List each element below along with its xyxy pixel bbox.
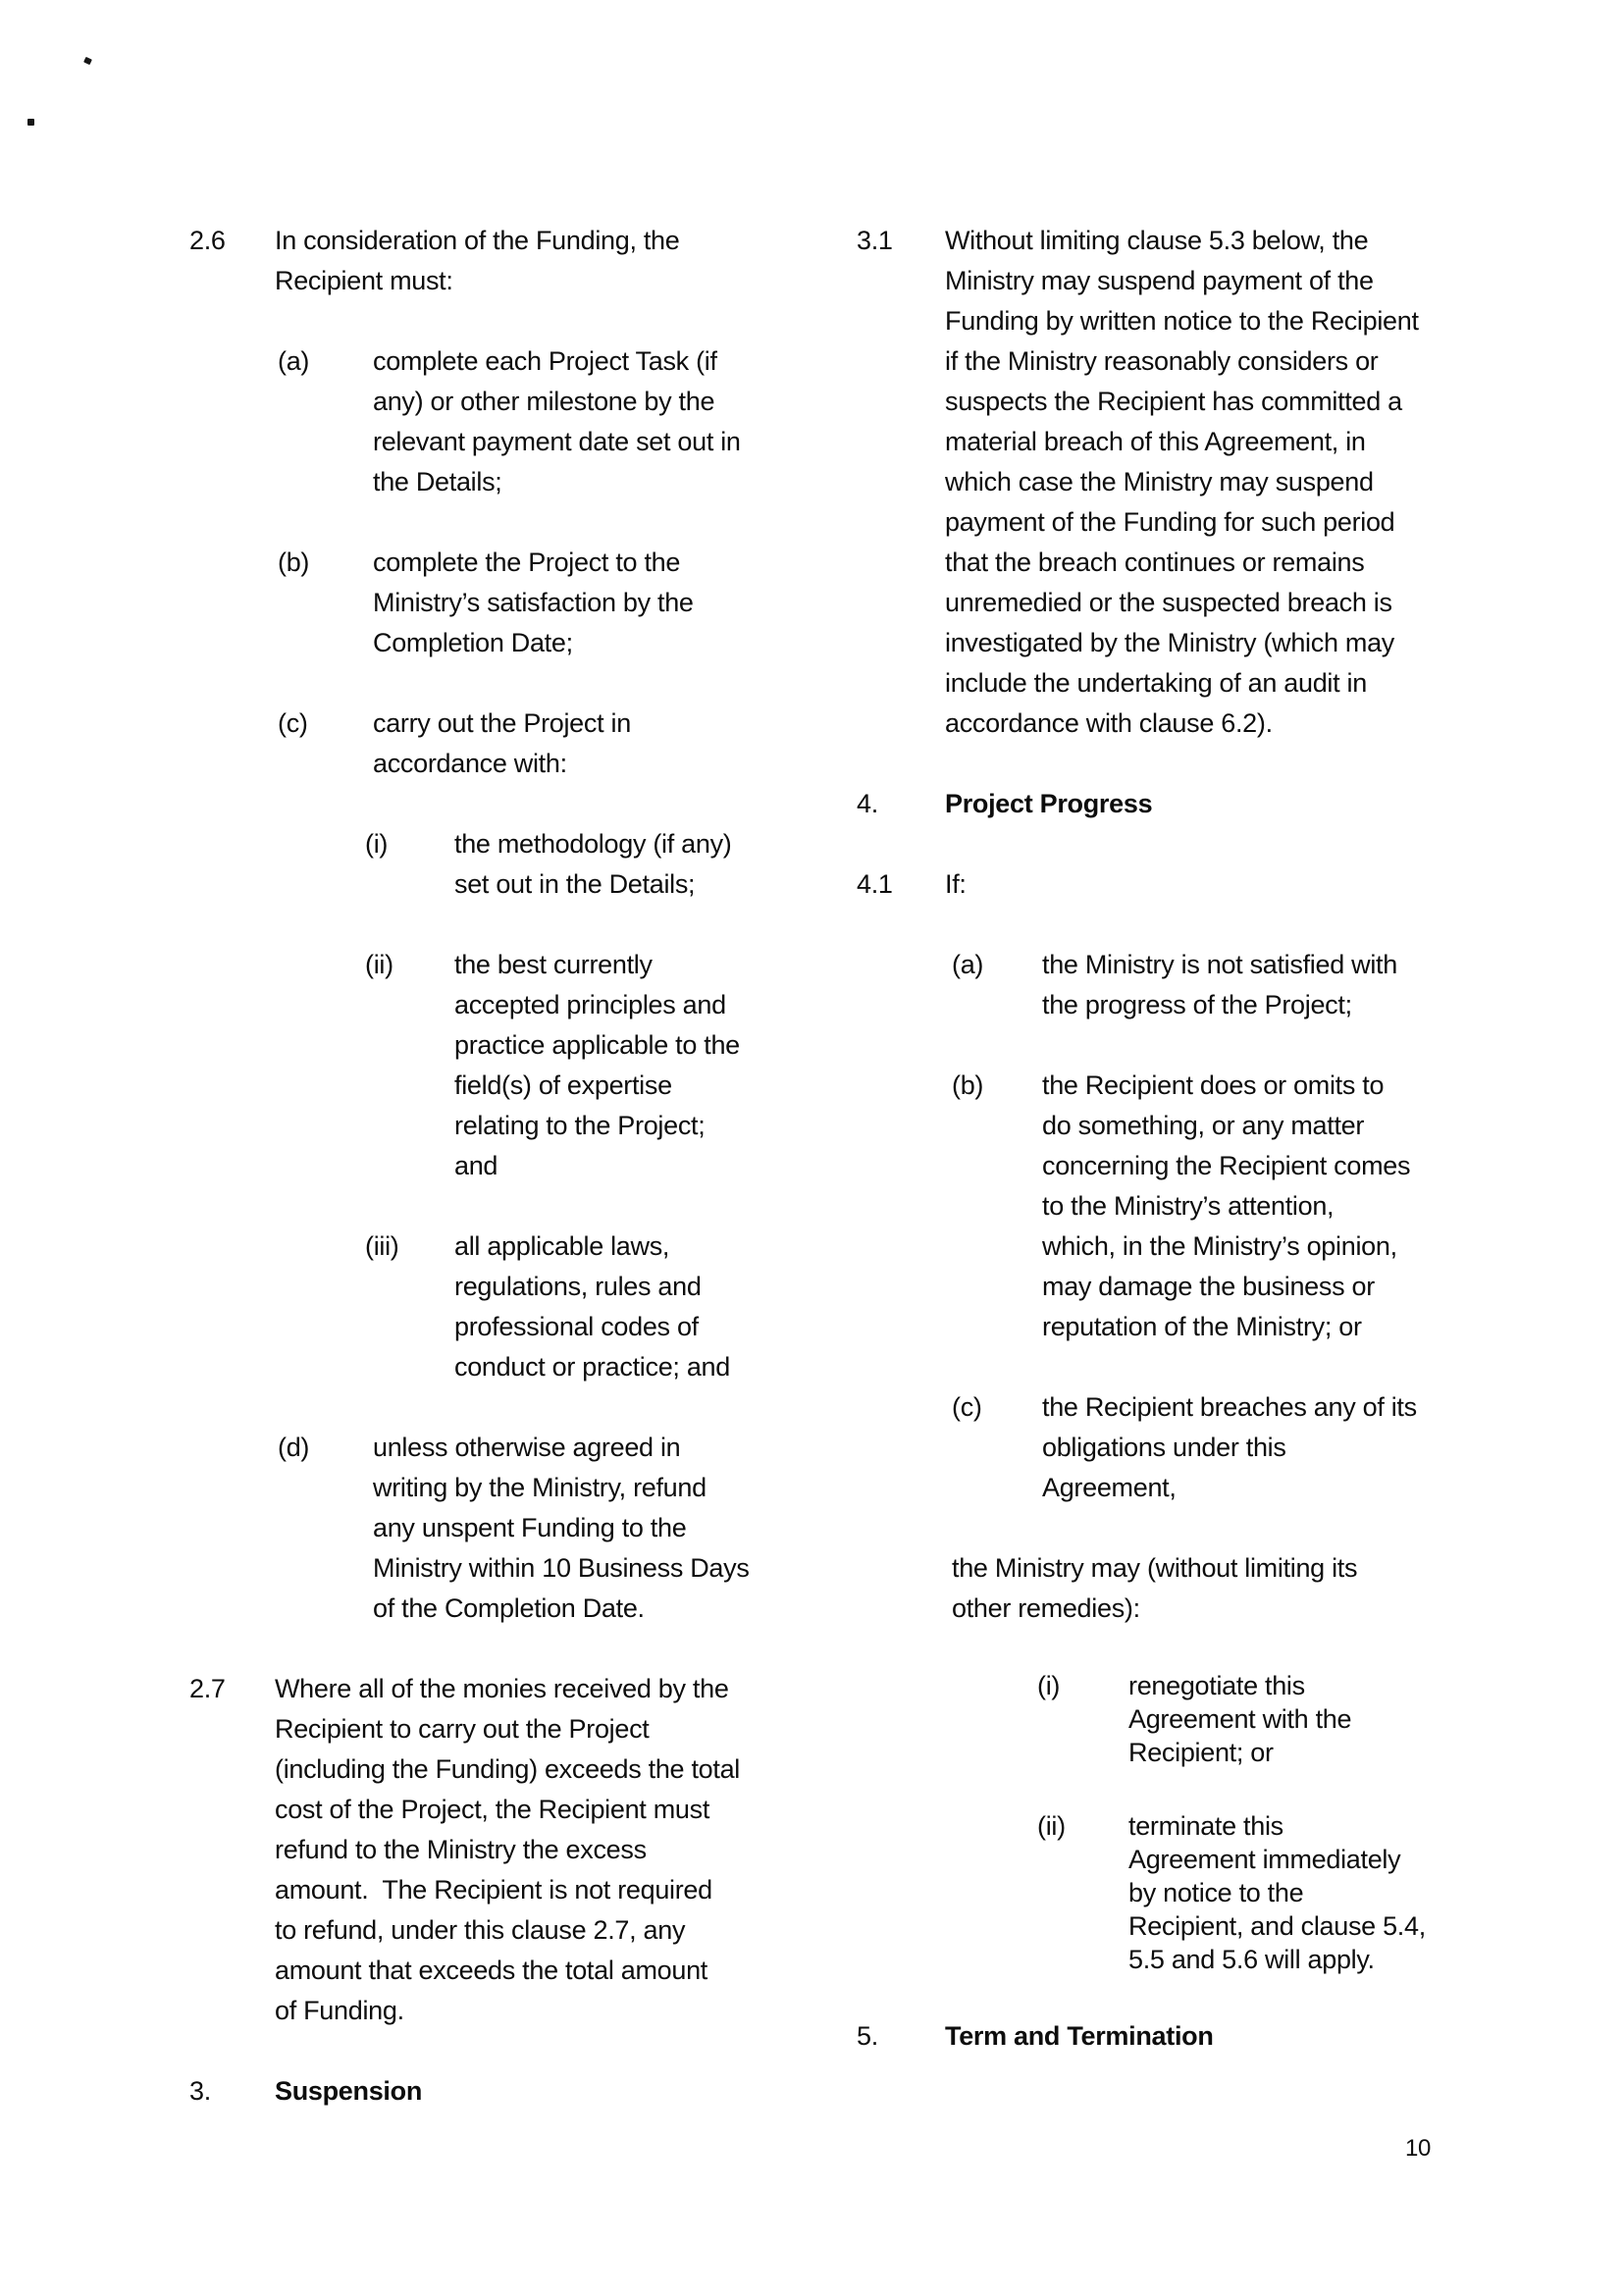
scan-speck-1 [83,57,92,65]
text-line: conduct or practice; and [454,1352,730,1382]
clause-number: 2.6 [189,226,226,255]
paragraph-lines [373,1428,837,1629]
paragraph-lines [952,1548,1465,1629]
text-line: of the Completion Date. [373,1593,645,1623]
text-line: the Ministry may (without limiting its [952,1553,1358,1583]
text-line: that the breach continues or remains [945,548,1365,577]
clause-2.7 [189,1669,837,2031]
paragraph-lines [1042,1387,1465,1508]
text-line: if the Ministry reasonably considers or [945,346,1379,376]
paragraph-lines [275,1669,837,2031]
clause-number: 3. [189,2076,211,2106]
text-line: cost of the Project, the Recipient must [275,1795,710,1824]
paragraph-lines [1042,945,1465,1025]
text-line: of Funding. [275,1996,404,2025]
text-line: set out in the Details; [454,869,696,899]
clause-number: 5. [857,2021,878,2051]
text-line: writing by the Ministry, refund [373,1473,707,1502]
text-line: investigated by the Ministry (which may [945,628,1394,657]
text-line: (including the Funding) exceeds the total [275,1754,741,1784]
text-line: accordance with: [373,749,567,778]
paragraph-lines [373,341,837,502]
continuation-paragraph [952,1548,1465,1629]
text-line: refund to the Ministry the excess [275,1835,647,1864]
text-line: reputation of the Ministry; or [1042,1312,1362,1341]
paragraph-lines [945,784,1465,824]
clause-3.1 [857,221,1465,744]
text-line: and [454,1151,498,1180]
paragraph-lines [454,945,837,1186]
text-line: unremedied or the suspected breach is [945,588,1392,617]
paragraph-lines [373,543,837,663]
scan-speck-2 [27,119,34,126]
text-line: the best currently [454,950,653,979]
item-marker: (i) [1037,1671,1061,1700]
item-marker: (a) [952,950,984,979]
left-column [189,221,837,2112]
text-line: suspects the Recipient has committed a [945,387,1402,416]
item-marker: (ii) [365,950,393,979]
text-line: concerning the Recipient comes [1042,1151,1411,1180]
item-marker: (i) [365,829,389,859]
text-line: Project Progress [945,789,1153,818]
text-line: Completion Date; [373,628,573,657]
text-line: accordance with clause 6.2). [945,708,1273,738]
item-marker: (d) [278,1433,310,1462]
text-line: 5.5 and 5.6 will apply. [1128,1945,1375,1974]
list-item-a [278,341,837,502]
paragraph-lines [454,824,837,905]
text-line: obligations under this [1042,1433,1286,1462]
text-line: Ministry within 10 Business Days [373,1553,750,1583]
paragraph-lines [373,704,837,784]
text-line: all applicable laws, [454,1231,670,1261]
text-line: renegotiate this [1128,1671,1305,1700]
text-line: any unspent Funding to the [373,1513,687,1542]
item-marker: (a) [278,346,310,376]
clause-number: 4. [857,789,878,818]
list-item-b [952,1066,1465,1347]
list-item-i [1037,1669,1465,1769]
paragraph-lines [945,864,1465,905]
text-line: In consideration of the Funding, the [275,226,680,255]
text-line: Agreement with the [1128,1704,1352,1734]
list-item-b [278,543,837,663]
list-item-i [365,824,837,905]
heading-5 [857,2016,1465,2057]
paragraph-lines [1042,1066,1465,1347]
text-line: to the Ministry’s attention, [1042,1191,1335,1221]
text-line: Suspension [275,2076,423,2106]
text-line: Ministry may suspend payment of the [945,266,1374,295]
list-item-d [278,1428,837,1629]
text-line: Ministry’s satisfaction by the [373,588,694,617]
text-line: amount. The Recipient is not required [275,1875,712,1905]
text-line: other remedies): [952,1593,1140,1623]
clause-number: 3.1 [857,226,893,255]
item-marker: (b) [952,1070,984,1100]
text-line: terminate this [1128,1811,1283,1841]
clause-2.6 [189,221,837,301]
text-line: practice applicable to the [454,1030,740,1060]
text-line: complete the Project to the [373,548,681,577]
clause-4.1 [857,864,1465,905]
text-line: relevant payment date set out in [373,427,741,456]
clause-number: 4.1 [857,869,893,899]
clause-number: 2.7 [189,1674,226,1703]
list-item-c [952,1387,1465,1508]
text-line: unless otherwise agreed in [373,1433,681,1462]
list-item-a [952,945,1465,1025]
heading-4 [857,784,1465,824]
paragraph-lines [454,1226,837,1387]
right-column [857,221,1465,2057]
heading-3 [189,2071,837,2112]
paragraph-lines [1128,1809,1465,1976]
text-line: do something, or any matter [1042,1111,1365,1140]
text-line: to refund, under this clause 2.7, any [275,1915,686,1945]
text-line: Agreement, [1042,1473,1177,1502]
text-line: payment of the Funding for such period [945,507,1395,537]
item-marker: (ii) [1037,1811,1066,1841]
text-line: the Recipient breaches any of its [1042,1392,1417,1422]
page-number: 10 [1405,2135,1432,2162]
text-line: regulations, rules and [454,1272,702,1301]
text-line: relating to the Project; [454,1111,706,1140]
paragraph-lines [945,221,1465,744]
paragraph-lines [945,2016,1465,2057]
text-line: Funding by written notice to the Recipient [945,306,1419,336]
paragraph-lines [275,221,837,301]
text-line: the methodology (if any) [454,829,732,859]
text-line: accepted principles and [454,990,726,1019]
text-line: which, in the Ministry’s opinion, [1042,1231,1397,1261]
text-line: field(s) of expertise [454,1070,672,1100]
text-line: Without limiting clause 5.3 below, the [945,226,1369,255]
list-item-ii [1037,1809,1465,1976]
text-line: the Ministry is not satisfied with [1042,950,1397,979]
list-item-ii [365,945,837,1186]
text-line: complete each Project Task (if [373,346,717,376]
text-line: the Details; [373,467,502,496]
item-marker: (c) [952,1392,982,1422]
item-marker: (b) [278,548,310,577]
paragraph-lines [1128,1669,1465,1769]
text-line: carry out the Project in [373,708,631,738]
list-item-c [278,704,837,784]
text-line: Recipient, and clause 5.4, [1128,1911,1426,1941]
text-line: professional codes of [454,1312,699,1341]
text-line: which case the Ministry may suspend [945,467,1374,496]
text-line: the progress of the Project; [1042,990,1352,1019]
text-line: Agreement immediately [1128,1845,1401,1874]
text-line: Recipient; or [1128,1738,1274,1767]
item-marker: (iii) [365,1231,399,1261]
text-line: may damage the business or [1042,1272,1375,1301]
paragraph-lines [275,2071,837,2112]
list-item-iii [365,1226,837,1387]
text-line: Term and Termination [945,2021,1214,2051]
text-line: any) or other milestone by the [373,387,715,416]
text-line: If: [945,869,967,899]
item-marker: (c) [278,708,308,738]
text-line: include the undertaking of an audit in [945,668,1367,698]
text-line: amount that exceeds the total amount [275,1956,707,1985]
text-line: the Recipient does or omits to [1042,1070,1385,1100]
text-line: Where all of the monies received by the [275,1674,729,1703]
text-line: Recipient must: [275,266,453,295]
text-line: material breach of this Agreement, in [945,427,1366,456]
text-line: Recipient to carry out the Project [275,1714,650,1744]
text-line: by notice to the [1128,1878,1304,1907]
